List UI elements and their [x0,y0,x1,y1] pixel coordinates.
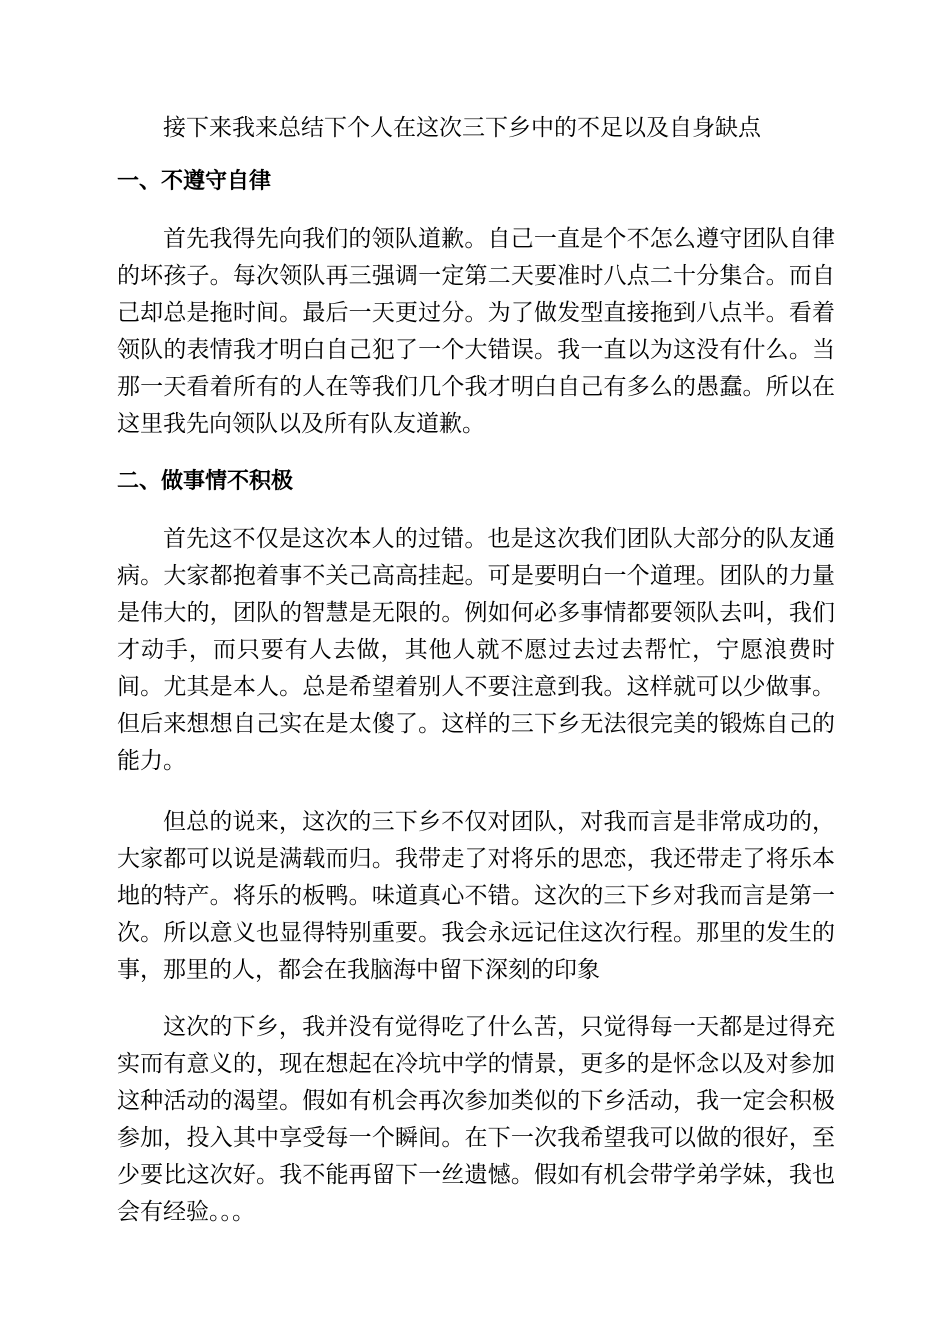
paragraph-4: 这次的下乡，我并没有觉得吃了什么苦，只觉得每一天都是过得充实而有意义的，现在想起在冷坑中学的情景，更多的是怀念以及对参加这种活动的渴望。假如有机会再次参加类似的下乡活动，我一定会积极参加，投入其中享受每一个瞬间。在下一次我希望我可以做的很好，至少要比这次好。我不能再留下一丝遗憾。假如有机会带学弟学妹，我也会有经验。。。 [117,1014,835,1225]
document-page [117,110,835,1231]
section1-paragraph: 首先我得先向我们的领队道歉。自己一直是个不怎么遵守团队自律的坏孩子。每次领队再三强调一定第二天要准时八点二十分集合。而自己却总是拖时间。最后一天更过分。为了做发型直接拖到八点半。看着领队的表情我才明白自己犯了一个大错误。我一直以为这没有什么。当那一天看着所有的人在等我们几个我才明白自己有多么的愚蠢。所以在这里我先向领队以及所有队友道歉。 [117,226,835,437]
section2-paragraph: 首先这不仅是这次本人的过错。也是这次我们团队大部分的队友通病。大家都抱着事不关己高高挂起。可是要明白一个道理。团队的力量是伟大的，团队的智慧是无限的。例如何必多事情都要领队去叫，我们才动手，而只要有人去做，其他人就不愿过去过去帮忙，宁愿浪费时间。尤其是本人。总是希望着别人不要注意到我。这样就可以少做事。但后来想想自己实在是太傻了。这样的三下乡无法很完美的锻炼自己的能力。 [117,526,835,774]
intro-paragraph: 接下来我来总结下个人在这次三下乡中的不足以及自身缺点 [163,115,761,141]
paragraph-3: 但总的说来，这次的三下乡不仅对团队，对我而言是非常成功的，大家都可以说是满载而归。我带走了对将乐的思恋，我还带走了将乐本地的特产。将乐的板鸭。味道真心不错。这次的三下乡对我而言是第一次。所以意义也显得特别重要。我会永远记住这次行程。那里的发生的事，那里的人，都会在我脑海中留下深刻的印象 [117,809,835,983]
section2-heading: 二、做事情不积极 [117,469,294,494]
section1-heading: 一、不遵守自律 [117,169,272,194]
